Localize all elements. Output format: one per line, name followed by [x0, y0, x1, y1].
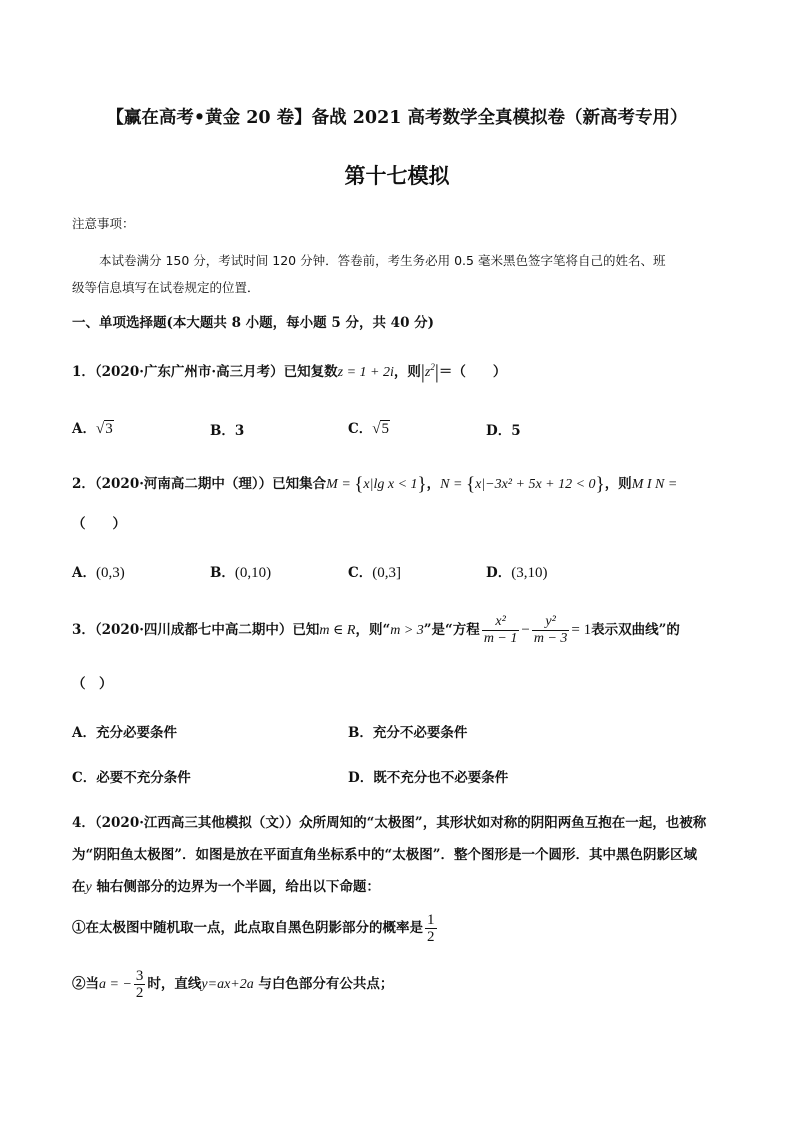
- q2-option-a: A．(0,3): [72, 565, 125, 581]
- fraction-one-half: $\frac{1}{2}$: [427, 912, 435, 945]
- question-3-paren: （ ）: [72, 676, 113, 692]
- fraction-x2: $\frac{\text{x²}}{m - 1}$: [483, 614, 518, 646]
- q3-option-d: D．既不充分也不必要条件: [348, 770, 509, 786]
- abs-bar-right: |: [434, 361, 439, 383]
- set-m-inner: x|lg x < 1: [363, 477, 418, 492]
- sqrt-3: 3: [105, 421, 113, 437]
- cond-m-in-r: m ∈ R: [319, 623, 356, 638]
- question-4-line-3: 在y 轴右侧部分的边界为一个半圆，给出以下命题：: [72, 879, 380, 895]
- set-m-label: M =: [326, 477, 355, 492]
- brace-close-icon: }: [417, 474, 427, 495]
- abs-bar-left: |: [420, 361, 425, 383]
- question-1-expr: z = 1 + 2i: [337, 365, 394, 380]
- question-1-prefix: 1．（2020·广东广州市·高三月考）已知复数: [72, 364, 338, 380]
- z-squared: $z^2$: [424, 362, 435, 380]
- cond-m-gt-3: m > 3: [390, 623, 424, 638]
- question-3: 3．（2020·四川成都七中高二期中）已知m ∈ R，则“m > 3”是“方程 $\frac{\text{x²}}{m - 1}$ − $\frac{\text{y²}}{m - 3}$ = 1表示双曲线”的: [72, 614, 680, 646]
- notice-label: 注意事项：: [72, 216, 135, 231]
- exam-subtitle: 第十七模拟: [344, 163, 450, 188]
- exam-title: 【赢在高考•黄金 20 卷】备战 2021 高考数学全真模拟卷（新高考专用）: [106, 108, 688, 128]
- brace-open-icon: {: [354, 474, 364, 495]
- notice-line-2: 级等信息填写在试卷规定的位置．: [72, 280, 260, 295]
- notice-line-1: 本试卷满分 150 分，考试时间 120 分钟．答卷前，考生务必用 0.5 毫米黑色签字笔将自己的姓名、班: [99, 253, 666, 268]
- q1-option-d: D．5: [486, 423, 521, 439]
- intersection-expr: M I N =: [631, 477, 678, 492]
- question-1-mid: ，则: [393, 364, 421, 380]
- question-4-line-1: 4．（2020·江西高三其他模拟（文））众所周知的“太极图”，其形状如对称的阴阳两鱼互抱在一起，也被称: [72, 815, 707, 831]
- set-n-inner: x|−3x² + 5x + 12 < 0: [475, 477, 596, 492]
- question-4-item-1: ①在太极图中随机取一点，此点取自黑色阴影部分的概率是 $\frac{1}{2}$: [72, 912, 435, 945]
- section-heading: 一、单项选择题(本大题共 8 小题，每小题 5 分，共 40 分): [72, 315, 435, 331]
- q3-option-a: A．充分必要条件: [72, 725, 177, 741]
- sqrt-5: 5: [381, 421, 389, 437]
- question-4-line-2: 为“阴阳鱼太极图”．如图是放在平面直角坐标系中的“太极图”．整个图形是一个圆形．其中黑色阴影区域: [72, 847, 698, 863]
- set-n-label: N =: [440, 477, 466, 492]
- q3-option-c: C．必要不充分条件: [72, 770, 191, 786]
- question-1-tail: ＝（ ）: [438, 364, 507, 380]
- question-4-item-2: ②当a = − $\frac{3}{2}$ 时，直线y=ax+2a 与白色部分有公共点；: [72, 968, 394, 1001]
- question-2: 2．（2020·河南高二期中（理））已知集合M = {x|lg x < 1}，N = {x|−3x² + 5x + 12 < 0}，则M I N =: [72, 474, 678, 495]
- brace-open-icon: {: [465, 474, 476, 495]
- q1-option-a: A．√3: [72, 421, 113, 437]
- q2-option-c: C．(0,3]: [348, 565, 401, 581]
- question-2-paren: （ ）: [72, 516, 126, 532]
- fraction-y2: $\frac{\text{y²}}{m - 3}$: [533, 614, 568, 646]
- q3-option-b: B．充分不必要条件: [348, 725, 468, 741]
- brace-close-icon: }: [595, 474, 605, 495]
- q1-option-b: B．3: [210, 423, 245, 439]
- fraction-three-halves: $\frac{3}{2}$: [135, 968, 144, 1001]
- question-1: [72, 360, 506, 384]
- q2-option-b: B．(0,10): [210, 565, 272, 581]
- q1-option-c: C．√5: [348, 421, 389, 437]
- q2-option-d: D．(3,10): [486, 565, 548, 581]
